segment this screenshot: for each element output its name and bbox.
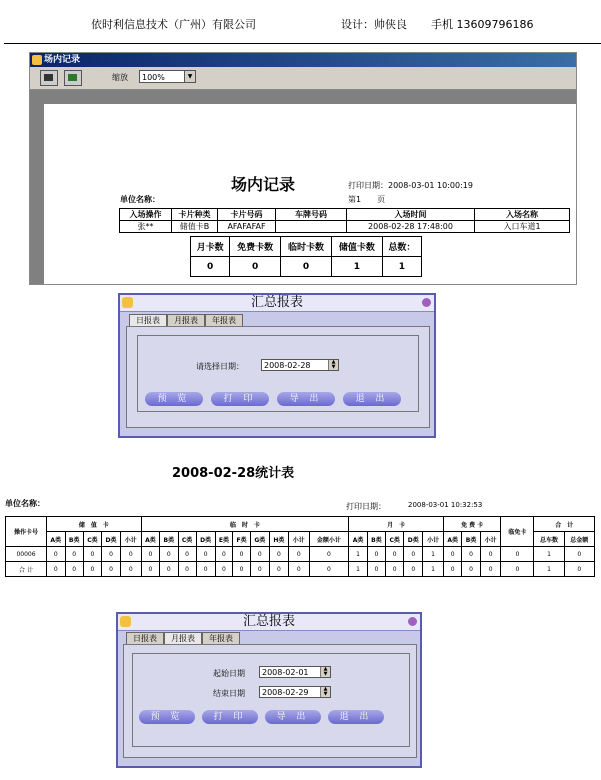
cell: 0 <box>281 257 332 277</box>
stats-print-date: 2008-03-01 10:32:53 <box>408 501 483 509</box>
cell: 1 <box>423 562 444 577</box>
cell: 00006 <box>6 547 47 562</box>
inner-panel <box>137 335 419 412</box>
date-value: 2008-02-28 <box>264 361 311 370</box>
record-table <box>119 208 570 233</box>
sub-header: B类 <box>160 532 178 547</box>
tab-daily[interactable]: 日报表 <box>126 632 164 645</box>
cell: 0 <box>250 562 269 577</box>
col-header: 卡片号码 <box>218 209 276 221</box>
summary-row <box>191 257 422 277</box>
cell: 0 <box>309 562 349 577</box>
summary-dialog-monthly <box>116 612 422 768</box>
start-date-value: 2008-02-01 <box>262 668 309 677</box>
cell <box>276 221 347 233</box>
stats-table <box>5 516 595 577</box>
cell: 0 <box>160 547 178 562</box>
sub-header: A类 <box>47 532 66 547</box>
cell: 0 <box>215 547 233 562</box>
sub-header: E类 <box>215 532 233 547</box>
group-header: 临免卡 <box>501 517 534 547</box>
window-titlebar <box>30 53 576 67</box>
cell: 0 <box>178 562 196 577</box>
cell: 0 <box>141 547 160 562</box>
col-header: 储值卡数 <box>331 237 382 257</box>
spinner-icon[interactable]: ▲ ▼ <box>320 687 330 697</box>
cell: 0 <box>462 562 480 577</box>
sub-header: 总金额 <box>564 532 594 547</box>
cell: AFAFAFAF <box>218 221 276 233</box>
app-icon <box>32 55 42 65</box>
cell: 0 <box>101 547 120 562</box>
divider <box>4 43 601 44</box>
sub-header: 小计 <box>423 532 444 547</box>
exit-button[interactable]: 退 出 <box>328 710 384 724</box>
cell: 0 <box>120 562 141 577</box>
date-input[interactable] <box>261 359 339 371</box>
cell: 0 <box>215 562 233 577</box>
summary-header-row <box>191 237 422 257</box>
sub-header: D类 <box>196 532 215 547</box>
cell: 0 <box>250 547 269 562</box>
cell: 1 <box>534 547 564 562</box>
dialog-titlebar <box>118 614 420 631</box>
export-button[interactable]: 导 出 <box>277 392 335 406</box>
chevron-down-icon[interactable]: ▼ <box>184 71 195 82</box>
sub-header: B类 <box>367 532 385 547</box>
tab-yearly[interactable]: 年报表 <box>205 314 243 327</box>
window-title: 场内记录 <box>44 55 81 65</box>
sub-header: D类 <box>101 532 120 547</box>
col-header: 总数： <box>382 237 421 257</box>
print-date: 打印日期：2008-03-01 10:00:19 <box>348 181 473 190</box>
stats-unit-label: 单位名称： <box>5 499 45 508</box>
cell: 0 <box>480 562 501 577</box>
cell: 0 <box>501 547 534 562</box>
group-header: 免 费 卡 <box>443 517 501 532</box>
sub-header: A类 <box>349 532 368 547</box>
preview-frame-top <box>30 90 576 104</box>
cell: 储值卡B <box>172 221 218 233</box>
cell: 0 <box>83 547 101 562</box>
zoom-label: 缩放 <box>112 73 128 82</box>
preview-button[interactable]: 预 览 <box>145 392 203 406</box>
summary-dialog-daily <box>118 293 436 438</box>
cell: 0 <box>65 547 83 562</box>
preview-button[interactable]: 预 览 <box>139 710 195 724</box>
col-header: 入场操作 <box>120 209 172 221</box>
sub-header: B类 <box>462 532 480 547</box>
group-header: 储 值 卡 <box>47 517 142 532</box>
start-date-input[interactable] <box>259 666 331 678</box>
sub-header: D类 <box>404 532 423 547</box>
tab-panel <box>126 326 430 428</box>
cell: 0 <box>564 547 594 562</box>
sub-header: 总车数 <box>534 532 564 547</box>
tab-monthly[interactable]: 月报表 <box>167 314 205 327</box>
cell: 0 <box>462 547 480 562</box>
stats-title: 2008-02-28统计表 <box>172 466 295 481</box>
dialog-title: 汇总报表 <box>250 295 303 310</box>
cell: 0 <box>233 547 251 562</box>
group-header: 合 计 <box>534 517 595 532</box>
spinner-icon[interactable]: ▲ ▼ <box>320 667 330 677</box>
table-row <box>6 547 595 562</box>
cell: 0 <box>160 562 178 577</box>
cell: 0 <box>178 547 196 562</box>
group-header-row <box>6 517 595 532</box>
inner-panel <box>132 653 410 747</box>
export-icon[interactable] <box>64 70 82 86</box>
zoom-value: 100% <box>142 73 165 82</box>
sub-header: 小计 <box>288 532 309 547</box>
group-header: 临 时 卡 <box>141 517 349 532</box>
sub-header: A类 <box>141 532 160 547</box>
sub-header: C类 <box>178 532 196 547</box>
cell: 0 <box>269 547 288 562</box>
stats-print-label: 打印日期： <box>346 502 386 511</box>
cell: 张** <box>120 221 172 233</box>
cell: 1 <box>382 257 421 277</box>
sub-header: 小计 <box>480 532 501 547</box>
zoom-select[interactable] <box>139 70 196 83</box>
date-label: 请选择日期： <box>196 362 244 371</box>
print-button[interactable]: 打 印 <box>211 392 269 406</box>
cell: 0 <box>269 562 288 577</box>
dialog-titlebar <box>120 295 434 312</box>
tab-daily[interactable]: 日报表 <box>129 314 167 327</box>
sub-header: C类 <box>83 532 101 547</box>
spinner-icon[interactable]: ▲ ▼ <box>328 360 338 370</box>
cell: 0 <box>288 547 309 562</box>
col-header: 入场时间 <box>347 209 475 221</box>
cell: 0 <box>83 562 101 577</box>
cell: 0 <box>480 547 501 562</box>
cell: 入口车道1 <box>475 221 570 233</box>
cell: 1 <box>534 562 564 577</box>
cell: 2008-02-28 17:48:00 <box>347 221 475 233</box>
table-row <box>120 221 570 233</box>
cell: 1 <box>331 257 382 277</box>
sub-header: A类 <box>443 532 462 547</box>
cell: 0 <box>309 547 349 562</box>
cell: 0 <box>443 547 462 562</box>
app-icon <box>120 616 131 627</box>
cell: 0 <box>47 547 66 562</box>
dialog-title: 汇总报表 <box>242 614 295 629</box>
preview-frame-left <box>30 90 44 284</box>
sub-header: H类 <box>269 532 288 547</box>
cell: 0 <box>404 547 423 562</box>
cell: 0 <box>65 562 83 577</box>
sub-header: B类 <box>65 532 83 547</box>
col-header: 卡片种类 <box>172 209 218 221</box>
cell: 1 <box>423 547 444 562</box>
cell: 0 <box>101 562 120 577</box>
table-row-total <box>6 562 595 577</box>
company-name: 依时利信息技术（广州）有限公司 <box>91 18 256 31</box>
cell: 0 <box>386 562 404 577</box>
cell: 0 <box>196 562 215 577</box>
cell: 0 <box>120 547 141 562</box>
col-header: 操作卡号 <box>6 517 47 547</box>
unit-label: 单位名称： <box>120 195 160 204</box>
cell: 0 <box>564 562 594 577</box>
sub-header: 金额小计 <box>309 532 349 547</box>
report-title: 场内记录 <box>231 175 296 194</box>
cell: 0 <box>141 562 160 577</box>
cell: 0 <box>288 562 309 577</box>
toolbar <box>30 67 576 90</box>
print-icon[interactable] <box>40 70 58 86</box>
summary-table <box>190 236 422 277</box>
exit-button[interactable]: 退 出 <box>343 392 401 406</box>
cell: 1 <box>349 562 368 577</box>
cell: 0 <box>443 562 462 577</box>
close-icon[interactable] <box>422 298 431 307</box>
col-header: 月卡数 <box>191 237 230 257</box>
tab-yearly[interactable]: 年报表 <box>202 632 240 645</box>
cell: 0 <box>196 547 215 562</box>
designer-text: 设计：帅侠良 <box>341 18 407 31</box>
col-header: 入场名称 <box>475 209 570 221</box>
cell: 0 <box>404 562 423 577</box>
sub-header: F类 <box>233 532 251 547</box>
print-button[interactable]: 打 印 <box>202 710 258 724</box>
col-header: 临时卡数 <box>281 237 332 257</box>
cell: 合 计 <box>6 562 47 577</box>
app-icon <box>122 297 133 308</box>
page-number: 第1 页 <box>348 195 386 204</box>
tab-monthly[interactable]: 月报表 <box>164 632 202 645</box>
start-date-label: 起始日期 <box>213 669 245 678</box>
tab-panel <box>123 644 417 758</box>
cell: 0 <box>47 562 66 577</box>
cell: 1 <box>349 547 368 562</box>
group-header: 月 卡 <box>349 517 444 532</box>
sub-header: C类 <box>386 532 404 547</box>
cell: 0 <box>367 547 385 562</box>
cell: 0 <box>501 562 534 577</box>
sub-header: 小计 <box>120 532 141 547</box>
cell: 0 <box>367 562 385 577</box>
cell: 0 <box>191 257 230 277</box>
col-header: 免费卡数 <box>230 237 281 257</box>
phone-text: 手机 13609796186 <box>431 18 534 31</box>
cell: 0 <box>233 562 251 577</box>
export-button[interactable]: 导 出 <box>265 710 321 724</box>
col-header: 车牌号码 <box>276 209 347 221</box>
end-date-input[interactable] <box>259 686 331 698</box>
cell: 0 <box>386 547 404 562</box>
end-date-label: 结束日期 <box>213 689 245 698</box>
cell: 0 <box>230 257 281 277</box>
end-date-value: 2008-02-29 <box>262 688 309 697</box>
close-icon[interactable] <box>408 617 417 626</box>
table-header-row <box>120 209 570 221</box>
sub-header: G类 <box>250 532 269 547</box>
